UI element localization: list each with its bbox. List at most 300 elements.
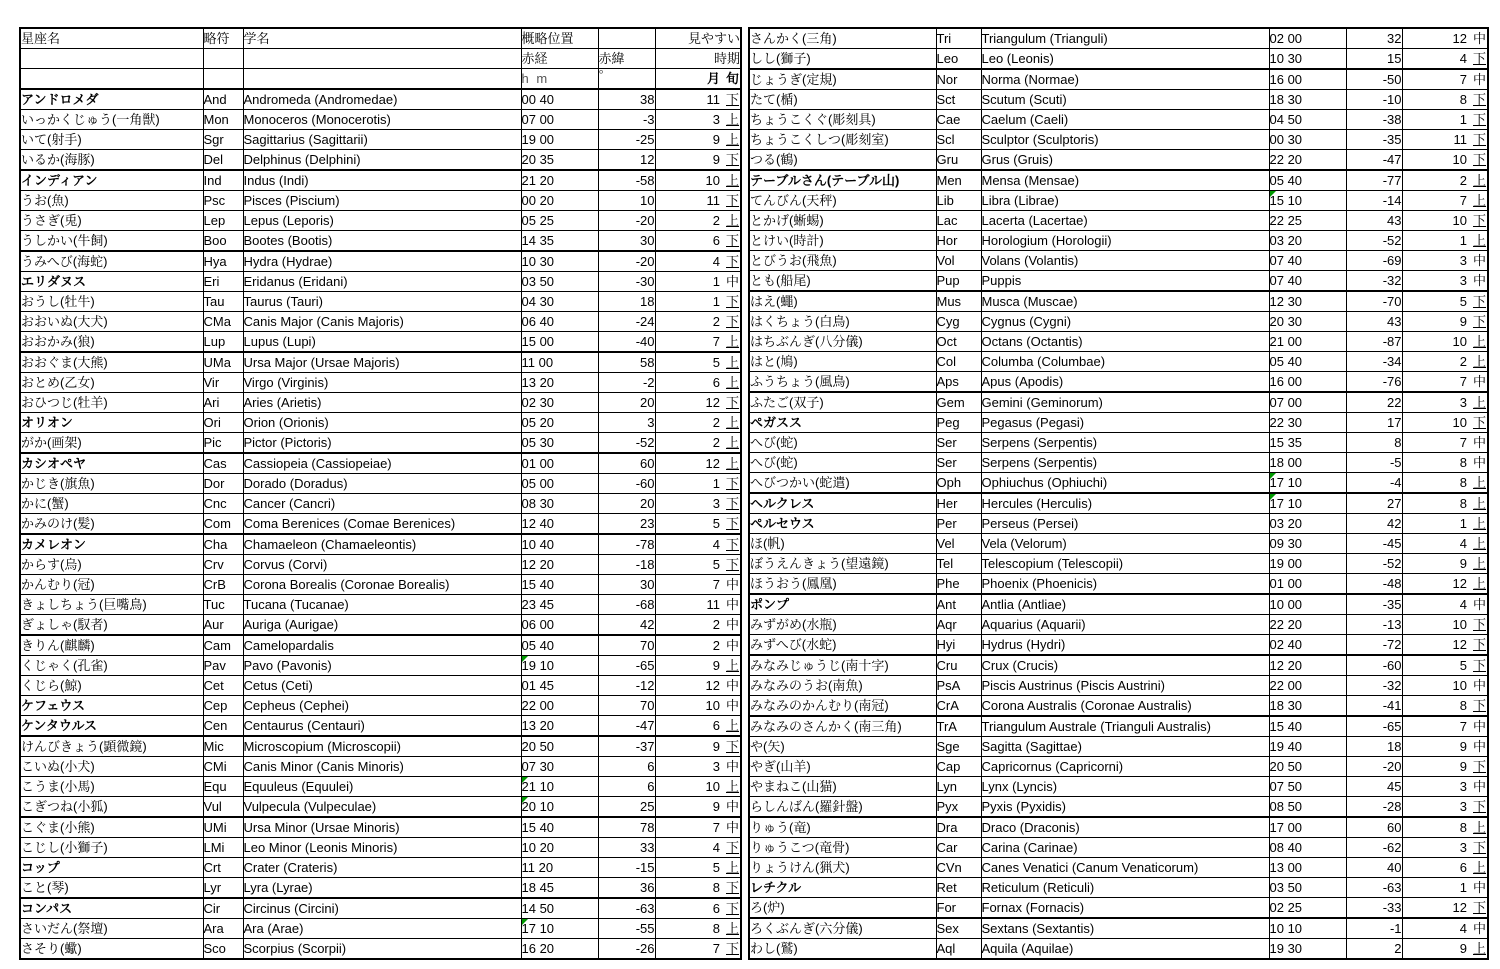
ra-cell: 11 00 (521, 352, 598, 373)
constellation-name-cell: うお(魚) (20, 191, 203, 211)
abbreviation-cell: Sgr (203, 130, 243, 150)
period-month: 7 (1459, 374, 1467, 389)
period-jun: 上 (1473, 173, 1487, 188)
ra-cell: 01 45 (521, 676, 598, 696)
scientific-name-cell: Leo (Leonis) (981, 49, 1269, 70)
abbreviation-cell: Lac (936, 211, 981, 231)
table-row (749, 554, 1488, 574)
period-jun: 下 (1473, 112, 1487, 127)
scientific-name-cell: Octans (Octantis) (981, 332, 1269, 352)
comment-indicator-icon (1270, 494, 1276, 500)
period-month: 9 (712, 132, 720, 147)
table-row (749, 574, 1488, 595)
header-row-1 (20, 28, 741, 49)
table-row (20, 878, 741, 899)
period-jun: 下 (726, 516, 740, 531)
table-row (749, 615, 1488, 635)
scientific-name-cell: Mensa (Mensae) (981, 170, 1269, 191)
ra-cell: 07 40 (1269, 271, 1346, 292)
dec-cell: -65 (598, 656, 655, 676)
period-jun: 上 (726, 375, 740, 390)
abbreviation-cell: Lyn (936, 777, 981, 797)
dec-cell: -52 (1346, 554, 1402, 574)
dec-cell: -55 (598, 919, 655, 939)
header-empty-cell (243, 69, 521, 90)
period-month: 6 (712, 901, 720, 916)
period-month: 7 (1459, 719, 1467, 734)
ra-cell: 00 30 (1269, 130, 1346, 150)
scientific-name-cell: Phoenix (Phoenicis) (981, 574, 1269, 595)
table-row (749, 352, 1488, 372)
ra-cell: 16 00 (1269, 69, 1346, 90)
period-cell (655, 373, 741, 393)
header-empty-cell (243, 49, 521, 69)
abbreviation-cell: Pyx (936, 797, 981, 818)
ra-cell: 20 50 (521, 736, 598, 757)
period-cell (1402, 90, 1488, 110)
ra-cell: 18 30 (1269, 90, 1346, 110)
period-cell (655, 352, 741, 373)
abbreviation-cell: Cap (936, 757, 981, 777)
period-cell (1402, 737, 1488, 757)
period-month: 10 (705, 779, 720, 794)
constellation-name-cell: インディアン (20, 170, 203, 191)
table-row (749, 473, 1488, 494)
dec-cell: -28 (1346, 797, 1402, 818)
period-month: 8 (712, 880, 720, 895)
period-month: 7 (1459, 435, 1467, 450)
scientific-name-cell: Aquarius (Aquarii) (981, 615, 1269, 635)
period-cell (1402, 615, 1488, 635)
abbreviation-cell: Sct (936, 90, 981, 110)
dec-cell: -68 (598, 595, 655, 615)
constellation-name-cell: テーブルさん(テーブル山) (749, 170, 936, 191)
ra-cell: 13 20 (521, 716, 598, 737)
ra-cell: 04 30 (521, 292, 598, 312)
ra-cell: 05 40 (1269, 170, 1346, 191)
abbreviation-cell: Her (936, 493, 981, 514)
abbreviation-cell: Eri (203, 272, 243, 292)
scientific-name-cell: Coma Berenices (Comae Berenices) (243, 514, 521, 535)
period-jun: 下 (726, 92, 740, 107)
period-cell (1402, 716, 1488, 737)
constellation-name-cell: はちぶんぎ(八分儀) (749, 332, 936, 352)
period-jun: 中 (1473, 273, 1487, 288)
table-row (20, 514, 741, 535)
period-jun: 下 (1473, 51, 1487, 66)
table-row (749, 130, 1488, 150)
constellation-name-cell: アンドロメダ (20, 89, 203, 110)
table-row (749, 797, 1488, 818)
table-row (749, 655, 1488, 676)
period-jun: 中 (1473, 678, 1487, 693)
scientific-name-cell: Circinus (Circini) (243, 898, 521, 919)
scientific-name-cell: Sculptor (Sculptoris) (981, 130, 1269, 150)
scientific-name-cell: Tucana (Tucanae) (243, 595, 521, 615)
period-jun: 下 (1473, 637, 1487, 652)
period-jun: 中 (1473, 739, 1487, 754)
abbreviation-cell: Gem (936, 392, 981, 413)
period-jun: 上 (1473, 475, 1487, 490)
period-cell (1402, 635, 1488, 656)
ra-cell: 22 00 (521, 696, 598, 716)
constellation-name-cell: きりん(麒麟) (20, 635, 203, 656)
table-row (749, 534, 1488, 554)
period-month: 2 (712, 314, 720, 329)
constellation-name-cell: りょうけん(猟犬) (749, 858, 936, 878)
period-month: 5 (712, 860, 720, 875)
period-month: 10 (1452, 334, 1467, 349)
header-empty-cell (20, 49, 203, 69)
table-row (749, 231, 1488, 251)
constellation-name-cell: けんびきょう(顕微鏡) (20, 736, 203, 757)
abbreviation-cell: Boo (203, 231, 243, 252)
dec-cell: -63 (598, 898, 655, 919)
ra-cell: 08 50 (1269, 797, 1346, 818)
scientific-name-cell: Lacerta (Lacertae) (981, 211, 1269, 231)
period-cell (1402, 655, 1488, 676)
abbreviation-cell: Per (936, 514, 981, 534)
dec-cell: -3 (598, 110, 655, 130)
scientific-name-cell: Corvus (Corvi) (243, 555, 521, 575)
period-cell (1402, 69, 1488, 90)
table-row (20, 272, 741, 292)
dec-cell: 20 (598, 393, 655, 413)
ra-cell: 12 40 (521, 514, 598, 535)
period-cell (655, 514, 741, 535)
abbreviation-cell: And (203, 89, 243, 110)
abbreviation-cell: CrA (936, 696, 981, 717)
constellation-name-cell: オリオン (20, 413, 203, 433)
constellation-name-cell: ポンプ (749, 594, 936, 615)
ra-cell: 03 20 (1269, 231, 1346, 251)
abbreviation-cell: Sge (936, 737, 981, 757)
table-row (20, 939, 741, 960)
ra-cell: 09 30 (1269, 534, 1346, 554)
dec-cell: 42 (1346, 514, 1402, 534)
table-row (20, 696, 741, 716)
header-scientific-name: 学名 (243, 28, 521, 49)
scientific-name-cell: Virgo (Virginis) (243, 373, 521, 393)
scientific-name-cell: Lepus (Leporis) (243, 211, 521, 231)
ra-cell: 01 00 (1269, 574, 1346, 595)
period-jun: 上 (1473, 556, 1487, 571)
comment-indicator-icon (1270, 473, 1276, 479)
ra-cell: 06 00 (521, 615, 598, 636)
dec-cell: 40 (1346, 858, 1402, 878)
constellation-name-cell: うみへび(海蛇) (20, 251, 203, 272)
constellation-name-cell: かに(蟹) (20, 494, 203, 514)
abbreviation-cell: Ret (936, 878, 981, 898)
scientific-name-cell: Antlia (Antliae) (981, 594, 1269, 615)
abbreviation-cell: Ari (203, 393, 243, 413)
dec-cell: -4 (1346, 473, 1402, 494)
dec-cell: -33 (1346, 898, 1402, 919)
period-jun: 中 (726, 759, 740, 774)
dec-cell: 60 (1346, 817, 1402, 838)
period-month: 8 (1459, 455, 1467, 470)
period-cell (1402, 878, 1488, 898)
abbreviation-cell: Hor (936, 231, 981, 251)
period-cell (655, 858, 741, 878)
constellation-name-cell: しし(獅子) (749, 49, 936, 70)
abbreviation-cell: Nor (936, 69, 981, 90)
scientific-name-cell: Corona Australis (Coronae Australis) (981, 696, 1269, 717)
period-jun: 中 (726, 698, 740, 713)
table-body-left (20, 89, 741, 959)
table-row (749, 918, 1488, 939)
dec-cell: -40 (598, 332, 655, 353)
scientific-name-cell: Capricornus (Capricorni) (981, 757, 1269, 777)
ra-cell: 12 20 (521, 555, 598, 575)
period-jun: 上 (1473, 516, 1487, 531)
ra-cell: 05 20 (521, 413, 598, 433)
constellation-name-cell: ほうおう(鳳凰) (749, 574, 936, 595)
dec-cell: -1 (1346, 918, 1402, 939)
abbreviation-cell: Cnc (203, 494, 243, 514)
table-row (749, 90, 1488, 110)
header-ra: 赤経 (521, 49, 598, 69)
period-month: 2 (1459, 173, 1467, 188)
period-month: 8 (712, 921, 720, 936)
dec-cell: 18 (598, 292, 655, 312)
dec-cell: 30 (598, 231, 655, 252)
ra-cell: 05 00 (521, 474, 598, 494)
dec-cell: 15 (1346, 49, 1402, 70)
period-month: 1 (712, 476, 720, 491)
scientific-name-cell: Serpens (Serpentis) (981, 453, 1269, 473)
period-cell (1402, 392, 1488, 413)
ra-cell: 10 30 (521, 251, 598, 272)
table-row (749, 514, 1488, 534)
period-cell (655, 919, 741, 939)
constellation-name-cell: こじし(小獅子) (20, 838, 203, 858)
ra-cell: 22 00 (1269, 676, 1346, 696)
period-month: 7 (712, 577, 720, 592)
ra-cell: 13 20 (521, 373, 598, 393)
scientific-name-cell: Draco (Draconis) (981, 817, 1269, 838)
scientific-name-cell: Musca (Muscae) (981, 291, 1269, 312)
table-row (749, 635, 1488, 656)
period-cell (1402, 838, 1488, 858)
dec-cell: -37 (598, 736, 655, 757)
dec-cell: -65 (1346, 716, 1402, 737)
scientific-name-cell: Libra (Librae) (981, 191, 1269, 211)
dec-cell: -25 (598, 130, 655, 150)
dec-cell: -78 (598, 534, 655, 555)
dec-cell: 6 (598, 757, 655, 777)
period-month: 8 (1459, 698, 1467, 713)
period-cell (655, 696, 741, 716)
header-approx-position: 概略位置 (521, 28, 598, 49)
table-row (20, 838, 741, 858)
constellation-name-cell: こと(琴) (20, 878, 203, 899)
dec-cell: -35 (1346, 594, 1402, 615)
period-cell (1402, 271, 1488, 292)
period-month: 4 (1459, 597, 1467, 612)
header-visible-period-2: 時期 (655, 49, 741, 69)
constellation-name-cell: いて(射手) (20, 130, 203, 150)
period-cell (1402, 332, 1488, 352)
period-month: 12 (705, 678, 720, 693)
period-cell (655, 656, 741, 676)
ra-cell: 18 45 (521, 878, 598, 899)
ra-cell: 17 10 (1269, 473, 1346, 494)
period-month: 9 (712, 739, 720, 754)
abbreviation-cell: CMi (203, 757, 243, 777)
dec-cell: 12 (598, 150, 655, 171)
abbreviation-cell: Ara (203, 919, 243, 939)
constellation-name-cell: みなみのかんむり(南冠) (749, 696, 936, 717)
constellation-name-cell: うしかい(牛飼) (20, 231, 203, 252)
dec-cell: -41 (1346, 696, 1402, 717)
ra-cell: 16 00 (1269, 372, 1346, 393)
period-cell (655, 635, 741, 656)
ra-cell: 15 40 (521, 575, 598, 595)
period-month: 7 (712, 334, 720, 349)
period-month: 5 (712, 355, 720, 370)
abbreviation-cell: Men (936, 170, 981, 191)
abbreviation-cell: Cep (203, 696, 243, 716)
abbreviation-cell: Phe (936, 574, 981, 595)
dec-cell: -20 (1346, 757, 1402, 777)
period-jun: 下 (1473, 314, 1487, 329)
table-row (20, 736, 741, 757)
abbreviation-cell: Cae (936, 110, 981, 130)
comment-indicator-icon (522, 919, 528, 925)
constellation-name-cell: じょうぎ(定規) (749, 69, 936, 90)
constellation-name-cell: ぼうえんきょう(望遠鏡) (749, 554, 936, 574)
abbreviation-cell: Peg (936, 413, 981, 433)
period-cell (655, 191, 741, 211)
scientific-name-cell: Scutum (Scuti) (981, 90, 1269, 110)
table-row (20, 393, 741, 413)
period-jun: 中 (1473, 253, 1487, 268)
dec-cell: 58 (598, 352, 655, 373)
scientific-name-cell: Sextans (Sextantis) (981, 918, 1269, 939)
table-row (749, 777, 1488, 797)
constellation-table-left (19, 27, 742, 960)
dec-cell: 45 (1346, 777, 1402, 797)
table-row (20, 817, 741, 838)
period-cell (655, 797, 741, 818)
abbreviation-cell: Aqr (936, 615, 981, 635)
period-jun: 下 (726, 739, 740, 754)
constellation-name-cell: うさぎ(兎) (20, 211, 203, 231)
period-month: 9 (712, 799, 720, 814)
period-month: 12 (1452, 637, 1467, 652)
scientific-name-cell: Hercules (Herculis) (981, 493, 1269, 514)
dec-cell: -30 (598, 272, 655, 292)
period-month: 1 (1459, 233, 1467, 248)
constellation-name-cell: おおかみ(狼) (20, 332, 203, 353)
period-month: 11 (1453, 132, 1467, 147)
period-jun: 下 (726, 314, 740, 329)
constellation-name-cell: みなみのさんかく(南三角) (749, 716, 936, 737)
constellation-name-cell: おおいぬ(大犬) (20, 312, 203, 332)
ra-cell: 20 35 (521, 150, 598, 171)
scientific-name-cell: Aries (Arietis) (243, 393, 521, 413)
scientific-name-cell: Indus (Indi) (243, 170, 521, 191)
period-cell (1402, 757, 1488, 777)
scientific-name-cell: Piscis Austrinus (Piscis Austrini) (981, 676, 1269, 696)
ra-cell: 15 10 (1269, 191, 1346, 211)
table-row (20, 716, 741, 737)
period-jun: 下 (726, 254, 740, 269)
dec-cell: 30 (598, 575, 655, 595)
scientific-name-cell: Auriga (Aurigae) (243, 615, 521, 636)
constellation-name-cell: みずへび(水蛇) (749, 635, 936, 656)
scientific-name-cell: Canis Minor (Canis Minoris) (243, 757, 521, 777)
ra-cell: 07 00 (521, 110, 598, 130)
abbreviation-cell: Leo (936, 49, 981, 70)
table-row (20, 453, 741, 474)
period-jun: 上 (726, 213, 740, 228)
abbreviation-cell: Tuc (203, 595, 243, 615)
constellation-name-cell: わし(鷲) (749, 939, 936, 960)
dec-cell: 2 (1346, 939, 1402, 960)
table-row (20, 777, 741, 797)
abbreviation-cell: Mic (203, 736, 243, 757)
period-cell (655, 878, 741, 899)
period-cell (1402, 28, 1488, 49)
table-row (749, 312, 1488, 332)
period-cell (655, 130, 741, 150)
table-row (749, 251, 1488, 271)
period-month: 5 (1459, 294, 1467, 309)
header-dec: 赤緯 (598, 49, 655, 69)
dec-cell: -38 (1346, 110, 1402, 130)
period-month: 3 (1459, 395, 1467, 410)
scientific-name-cell: Triangulum (Trianguli) (981, 28, 1269, 49)
table-row (20, 413, 741, 433)
scientific-name-cell: Taurus (Tauri) (243, 292, 521, 312)
ra-cell: 22 20 (1269, 150, 1346, 171)
period-month: 8 (1459, 92, 1467, 107)
table-row (20, 656, 741, 676)
header-constellation: 星座名 (20, 28, 203, 49)
period-jun: 上 (1473, 860, 1487, 875)
abbreviation-cell: Aur (203, 615, 243, 636)
period-cell (655, 777, 741, 797)
constellation-name-cell: りゅうこつ(竜骨) (749, 838, 936, 858)
abbreviation-cell: Scl (936, 130, 981, 150)
abbreviation-cell: Ant (936, 594, 981, 615)
table-row (749, 433, 1488, 453)
period-month: 12 (1452, 900, 1467, 915)
period-jun: 中 (1473, 719, 1487, 734)
constellation-name-cell: てんびん(天秤) (749, 191, 936, 211)
period-cell (655, 817, 741, 838)
dec-cell: -35 (1346, 130, 1402, 150)
period-cell (1402, 49, 1488, 70)
abbreviation-cell: Aql (936, 939, 981, 960)
abbreviation-cell: LMi (203, 838, 243, 858)
ra-cell: 07 40 (1269, 251, 1346, 271)
dec-cell: 38 (598, 89, 655, 110)
dec-cell: 60 (598, 453, 655, 474)
period-jun: 上 (1473, 536, 1487, 551)
scientific-name-cell: Volans (Volantis) (981, 251, 1269, 271)
constellation-name-cell: みずがめ(水瓶) (749, 615, 936, 635)
scientific-name-cell: Reticulum (Reticuli) (981, 878, 1269, 898)
table-body-right (749, 28, 1488, 959)
dec-cell: -18 (598, 555, 655, 575)
abbreviation-cell: Mon (203, 110, 243, 130)
abbreviation-cell: Lyr (203, 878, 243, 899)
period-cell (1402, 211, 1488, 231)
period-cell (1402, 817, 1488, 838)
